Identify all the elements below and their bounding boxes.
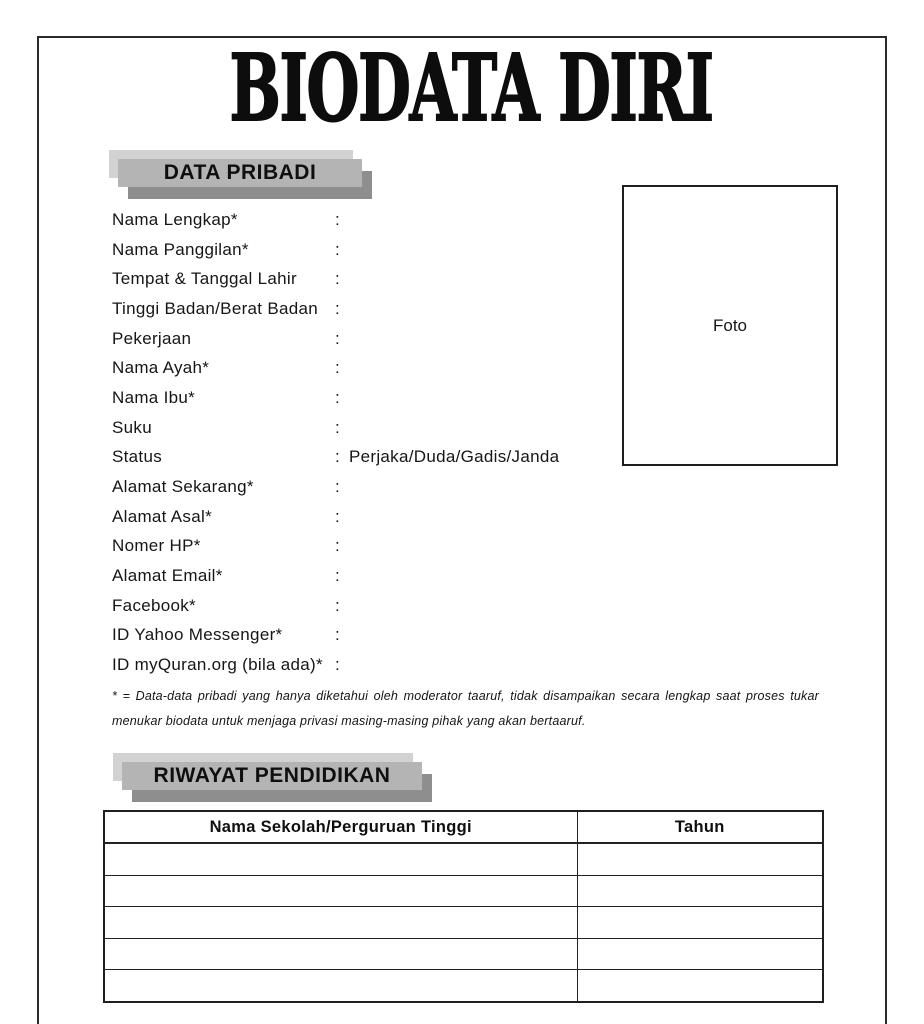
column-header-school: Nama Sekolah/Perguruan Tinggi xyxy=(104,811,577,843)
education-table-row xyxy=(104,970,823,1002)
year-cell[interactable] xyxy=(577,938,823,970)
field-row-pekerjaan xyxy=(112,324,612,354)
footnote-line: menukar biodata untuk menjaga privasi masing-masing pihak yang akan bertaaruf. xyxy=(112,714,586,728)
field-row-suku xyxy=(112,413,612,443)
field-label: Status xyxy=(112,447,162,467)
field-colon: : xyxy=(335,269,341,289)
field-value-suku[interactable] xyxy=(347,418,612,438)
field-colon: : xyxy=(335,447,341,467)
field-value-tinggi-berat-badan[interactable] xyxy=(347,299,612,319)
year-cell[interactable] xyxy=(577,843,823,875)
field-colon: : xyxy=(335,239,341,259)
field-value-alamat-email[interactable] xyxy=(347,566,612,586)
field-colon: : xyxy=(335,655,341,675)
field-label: Nomer HP* xyxy=(112,536,201,556)
field-value-pekerjaan[interactable] xyxy=(347,329,612,349)
field-label: Tinggi Badan/Berat Badan xyxy=(112,298,318,318)
field-value-alamat-sekarang[interactable] xyxy=(347,477,612,497)
field-colon: : xyxy=(335,298,341,318)
photo-placeholder-label: Foto xyxy=(712,315,748,335)
education-table-row xyxy=(104,938,823,970)
field-label: ID Yahoo Messenger* xyxy=(112,625,283,645)
field-row-facebook xyxy=(112,591,612,621)
year-cell[interactable] xyxy=(577,875,823,907)
field-value-id-yahoo-messenger[interactable] xyxy=(347,625,612,645)
field-label: Nama Panggilan* xyxy=(112,239,249,259)
field-value-tempat-tanggal-lahir[interactable] xyxy=(347,269,612,289)
photo-placeholder-box xyxy=(622,185,838,466)
field-label: Nama Ayah* xyxy=(112,358,210,378)
field-value-nama-panggilan[interactable] xyxy=(347,240,612,260)
field-row-status xyxy=(112,443,612,473)
privacy-footnote xyxy=(112,684,819,734)
footnote-line: * = Data-data pribadi yang hanya diketahui oleh moderator taaruf, tidak disampaikan secara lengkap saat proses tukar xyxy=(112,689,819,703)
field-row-id-myquran xyxy=(112,650,612,680)
field-colon: : xyxy=(335,209,341,229)
field-value-nama-ayah[interactable] xyxy=(347,358,612,378)
personal-fields-list xyxy=(112,205,612,680)
field-colon: : xyxy=(335,328,341,348)
field-label: Alamat Asal* xyxy=(112,506,212,526)
education-table xyxy=(103,810,824,1003)
field-row-id-yahoo-messenger xyxy=(112,621,612,651)
field-label: Suku xyxy=(112,417,152,437)
education-table-row xyxy=(104,907,823,939)
field-label: Tempat & Tanggal Lahir xyxy=(112,269,297,289)
school-cell[interactable] xyxy=(104,875,577,907)
column-header-year: Tahun xyxy=(577,811,823,843)
school-cell[interactable] xyxy=(104,843,577,875)
field-label: Alamat Sekarang* xyxy=(112,477,254,497)
field-value-status[interactable]: Perjaka/Duda/Gadis/Janda xyxy=(349,447,560,467)
field-colon: : xyxy=(335,387,341,407)
school-cell[interactable] xyxy=(104,970,577,1002)
field-label: Pekerjaan xyxy=(112,328,192,348)
field-colon: : xyxy=(335,358,341,378)
year-cell[interactable] xyxy=(577,970,823,1002)
education-table-header-row xyxy=(104,811,823,843)
field-row-nama-ayah xyxy=(112,353,612,383)
field-value-nama-lengkap[interactable] xyxy=(347,210,612,230)
section-header-riwayat-pendidikan xyxy=(122,762,422,790)
field-row-nama-panggilan xyxy=(112,235,612,265)
field-value-nomer-hp[interactable] xyxy=(347,536,612,556)
field-row-nama-lengkap xyxy=(112,205,612,235)
field-row-nomer-hp xyxy=(112,532,612,562)
school-cell[interactable] xyxy=(104,907,577,939)
field-label: ID myQuran.org (bila ada)* xyxy=(112,655,323,675)
field-label: Nama Lengkap* xyxy=(112,209,238,229)
page-title: BIODATA DIRI xyxy=(229,34,713,142)
section-heading-education: RIWAYAT PENDIDIKAN xyxy=(122,762,422,790)
field-row-tinggi-berat-badan xyxy=(112,294,612,324)
section-header-data-pribadi xyxy=(118,159,362,187)
field-colon: : xyxy=(335,417,341,437)
field-colon: : xyxy=(335,536,341,556)
field-value-facebook[interactable] xyxy=(347,596,612,616)
doc-title-wrap xyxy=(0,34,924,142)
school-cell[interactable] xyxy=(104,938,577,970)
field-colon: : xyxy=(335,625,341,645)
field-row-alamat-email xyxy=(112,561,612,591)
field-value-alamat-asal[interactable] xyxy=(347,507,612,527)
field-value-nama-ibu[interactable] xyxy=(347,388,612,408)
field-row-nama-ibu xyxy=(112,383,612,413)
field-colon: : xyxy=(335,477,341,497)
field-row-alamat-asal xyxy=(112,502,612,532)
field-label: Alamat Email* xyxy=(112,566,223,586)
field-label: Facebook* xyxy=(112,595,196,615)
education-table-row xyxy=(104,875,823,907)
year-cell[interactable] xyxy=(577,907,823,939)
field-colon: : xyxy=(335,506,341,526)
field-row-tempat-tanggal-lahir xyxy=(112,264,612,294)
field-row-alamat-sekarang xyxy=(112,472,612,502)
field-label: Nama Ibu* xyxy=(112,387,196,407)
field-value-id-myquran[interactable] xyxy=(347,655,612,675)
section-heading-personal: DATA PRIBADI xyxy=(118,159,362,187)
education-table-row xyxy=(104,843,823,875)
field-colon: : xyxy=(335,566,341,586)
field-colon: : xyxy=(335,595,341,615)
